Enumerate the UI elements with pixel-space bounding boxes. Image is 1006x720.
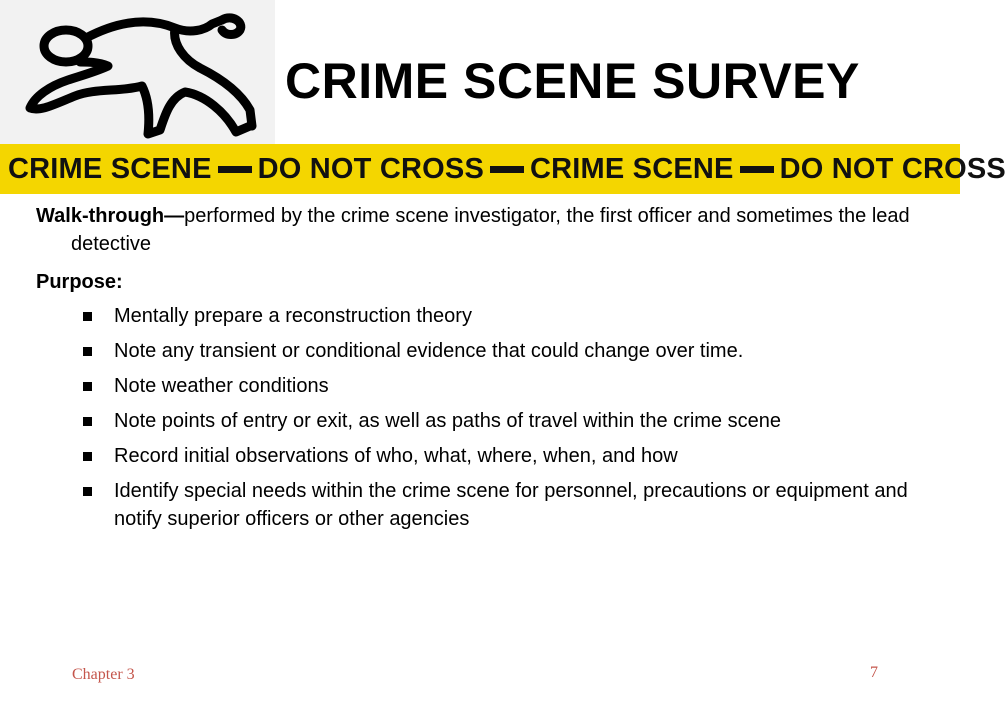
intro-paragraph xyxy=(36,202,936,258)
list-item-text: Record initial observations of who, what, where, when, and how xyxy=(114,445,678,467)
purpose-list xyxy=(36,302,936,533)
purpose-heading: Purpose: xyxy=(36,271,123,293)
tape-dash xyxy=(490,166,524,173)
list-item-text: Identify special needs within the crime scene for personnel, precautions or equipment and notify superior officers or other agencies xyxy=(114,480,908,530)
square-bullet-icon xyxy=(83,417,92,426)
intro-rest: performed by the crime scene investigator, the first officer and sometimes the lead detective xyxy=(71,205,910,255)
tape-text: CRIME SCENE xyxy=(8,152,212,185)
list-item xyxy=(36,442,936,470)
body-outline-icon xyxy=(0,0,275,150)
crime-scene-tape xyxy=(0,144,1006,194)
list-item-text: Mentally prepare a reconstruction theory xyxy=(114,305,472,327)
list-item xyxy=(36,407,936,435)
slide-title: CRIME SCENE SURVEY xyxy=(285,53,860,109)
list-item xyxy=(36,372,936,400)
footer-page-number: 7 xyxy=(870,664,878,681)
tape-dash xyxy=(740,166,774,173)
tape-text: DO NOT CROSS xyxy=(257,152,484,185)
intro-lead: Walk-through— xyxy=(36,205,185,227)
slide-body xyxy=(36,202,936,540)
list-item-text: Note any transient or conditional evidence that could change over time. xyxy=(114,340,744,362)
tape-text: DO NOT CROSS xyxy=(779,152,1006,185)
list-item xyxy=(36,337,936,365)
list-item-text: Note weather conditions xyxy=(114,375,329,397)
square-bullet-icon xyxy=(83,487,92,496)
tape-text: CRIME SCENE xyxy=(529,152,734,185)
list-item xyxy=(36,302,936,330)
list-item-text: Note points of entry or exit, as well as paths of travel within the crime scene xyxy=(114,410,781,432)
list-item xyxy=(36,477,936,533)
square-bullet-icon xyxy=(83,347,92,356)
square-bullet-icon xyxy=(83,452,92,461)
square-bullet-icon xyxy=(83,312,92,321)
footer-chapter: Chapter 3 xyxy=(72,666,135,683)
tape-dash xyxy=(218,166,252,173)
square-bullet-icon xyxy=(83,382,92,391)
